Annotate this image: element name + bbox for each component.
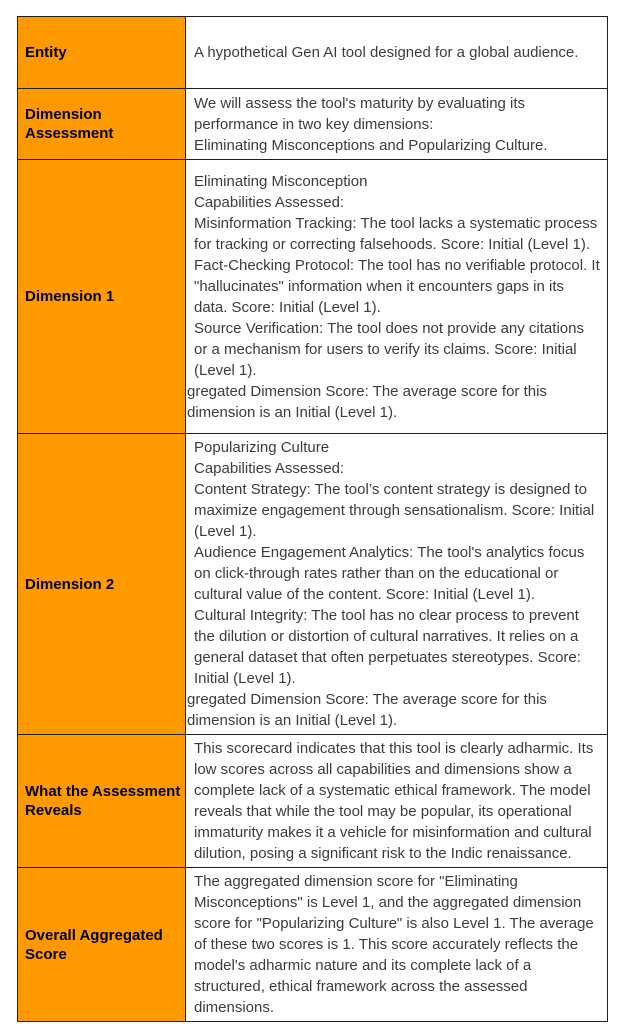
- paragraph: Fact-Checking Protocol: The tool has no verifiable protocol. It "hallucinates" information when it encounters gaps in its data. Score: Initial (Level 1).: [194, 256, 600, 316]
- paragraph: The aggregated dimension score for "Eliminating Misconceptions" is Level 1, and the aggregated dimension score for "Popularizing Culture" is also Level 1. The average of these two scores is 1. This score accurately reflects the model's adharmic nature and its complete lack of a structured, ethical framework across the assessed dimensions.: [194, 873, 594, 1016]
- paragraph: Eliminating Misconceptions and Popularizing Culture.: [194, 136, 548, 154]
- paragraph: Capabilities Assessed:: [194, 460, 345, 477]
- row-label-overall-score: Overall Aggregated Score: [18, 868, 186, 1022]
- table-row-dimension-assessment: [18, 89, 608, 160]
- paragraph: gregated Dimension Score: The average score for this dimension is an Initial (Level 1).: [187, 691, 547, 729]
- row-content-assessment-reveals: [186, 735, 608, 868]
- paragraph: Eliminating Misconception: [194, 172, 368, 190]
- paragraph: Capabilities Assessed:: [194, 193, 345, 211]
- paragraph: Audience Engagement Analytics: The tool's analytics focus on click-through rates rather than on the educational or cultural value of the content. Score: Initial (Level 1).: [194, 544, 585, 603]
- table-row-dimension-2: [18, 434, 608, 735]
- row-content-overall-score: [186, 868, 608, 1022]
- paragraph: Misinformation Tracking: The tool lacks a systematic process for tracking or correcting falsehoods. Score: Initial (Level 1).: [194, 214, 598, 253]
- paragraph: This scorecard indicates that this tool is clearly adharmic. Its low scores across all capabilities and dimensions show a complete lack of a systematic ethical framework. The model reveals that while the tool may be popular, its operational immaturity makes it a vehicle for misinformation and cultural dilution, posing a significant risk to the Indic renaissance.: [194, 740, 594, 862]
- row-label-entity: Entity: [18, 17, 186, 89]
- paragraph: We will assess the tool's maturity by evaluating its performance in two key dimensions:: [194, 94, 526, 133]
- paragraph: A hypothetical Gen AI tool designed for a global audience.: [194, 44, 579, 61]
- table-row-assessment-reveals: [18, 735, 608, 868]
- paragraph: gregated Dimension Score: The average score for this dimension is an Initial (Level 1).: [187, 382, 547, 421]
- table-row-overall-score: [18, 868, 608, 1022]
- paragraph: Source Verification: The tool does not provide any citations or a mechanism for users to verify its claims. Score: Initial (Level 1).: [194, 319, 584, 379]
- paragraph: Popularizing Culture: [194, 439, 330, 456]
- table-row-dimension-1: [18, 160, 608, 434]
- row-content-dimension-assessment: [186, 89, 608, 160]
- paragraph: Cultural Integrity: The tool has no clear process to prevent the dilution or distortion of cultural narratives. It relies on a general dataset that often perpetuates stereotypes. Score: Initial (Level 1).: [194, 607, 581, 687]
- row-content-dimension-1: [186, 160, 608, 434]
- row-content-entity: [186, 17, 608, 89]
- scorecard-table: [17, 16, 608, 1022]
- row-content-dimension-2: [186, 434, 608, 735]
- row-label-assessment-reveals: What the Assessment Reveals: [18, 735, 186, 868]
- row-label-dimension-assessment: Dimension Assessment: [18, 89, 186, 160]
- row-label-dimension-1: Dimension 1: [18, 160, 186, 434]
- table-row-entity: [18, 17, 608, 89]
- paragraph: Content Strategy: The tool’s content strategy is designed to maximize engagement through sensationalism. Score: Initial (Level 1).: [194, 481, 595, 540]
- row-label-dimension-2: Dimension 2: [18, 434, 186, 735]
